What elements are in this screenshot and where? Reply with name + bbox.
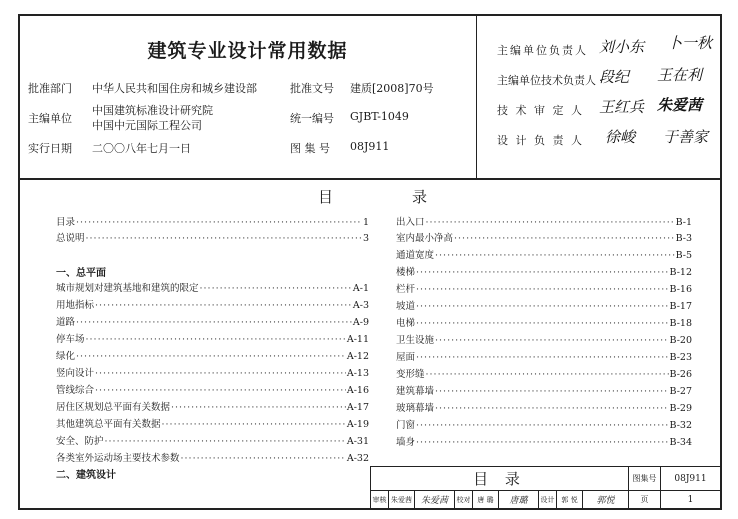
header-divider: [20, 178, 720, 180]
toc-entry-page: A-12: [346, 351, 369, 362]
toc-entry-label: 管线综合: [56, 385, 95, 396]
approval-dept-value: 中华人民共和国住房和城乡建设部: [92, 82, 257, 95]
leader-dots: [76, 351, 346, 362]
toc-entry-page: B-26: [669, 369, 692, 380]
toc-entry-page: A-9: [352, 317, 369, 328]
toc-entry[interactable]: [396, 298, 692, 312]
page-label: 页: [629, 491, 661, 509]
leader-dots: [416, 301, 669, 312]
leader-dots: [416, 352, 669, 363]
signature-4b: 于善家: [663, 128, 709, 146]
signature-2b: 王在利: [657, 66, 703, 84]
toc-entry[interactable]: [56, 214, 369, 228]
toc-entry-label: 其他建筑总平面有关数据: [56, 419, 161, 430]
toc-entry-page: B-3: [675, 233, 692, 244]
leader-dots: [171, 402, 346, 413]
leader-dots: [162, 419, 346, 430]
toc-entry-label: 停车场: [56, 334, 85, 345]
toc-entry-label: 目录: [56, 217, 76, 228]
toc-entry[interactable]: [56, 314, 369, 328]
toc-entry-page: A-19: [346, 419, 369, 430]
title-block: [370, 466, 721, 509]
toc-entry-label: 安全、防护: [56, 436, 104, 447]
toc-entry-page: A-1: [352, 283, 369, 294]
design-signature: 郭悦: [583, 491, 629, 509]
effective-date-value: 二〇〇八年七月一日: [92, 142, 191, 155]
toc-entry-label: 卫生设施: [396, 335, 435, 346]
toc-entry-label: 变形缝: [396, 369, 425, 380]
sign-role-3: 技 术 审 定 人: [497, 104, 584, 117]
review-label: 审核: [371, 491, 389, 509]
approval-no-label: 批准文号: [290, 82, 334, 95]
toc-entry-page: A-31: [346, 436, 369, 447]
toc-entry[interactable]: [396, 332, 692, 346]
check-name: 唐 璐: [473, 491, 499, 509]
toc-entry-page: B-29: [669, 403, 692, 414]
signature-2a: 段纪: [599, 68, 630, 86]
toc-entry[interactable]: [56, 280, 369, 294]
toc-entry[interactable]: [396, 264, 692, 278]
header-info: [20, 16, 475, 178]
leader-dots: [416, 318, 669, 329]
check-signature: 唐璐: [499, 491, 539, 509]
toc-entry-label: 各类室外运动场主要技术参数: [56, 453, 180, 464]
leader-dots: [435, 250, 675, 261]
sign-role-4: 设 计 负 责 人: [497, 134, 584, 147]
atlas-label: 图集号: [629, 467, 661, 491]
toc-entry-page: A-11: [346, 334, 369, 345]
toc-entry-page: B-18: [669, 318, 692, 329]
leader-dots: [416, 437, 669, 448]
leader-dots: [426, 369, 669, 380]
unified-no-label: 统一编号: [290, 112, 334, 125]
unified-no-value: GJBT-1049: [350, 110, 409, 123]
toc-entry-page: A-16: [346, 385, 369, 396]
toc-entry-page: 1: [362, 217, 369, 228]
leader-dots: [76, 217, 362, 228]
toc-entry[interactable]: [396, 214, 692, 228]
toc-entry-page: B-32: [669, 420, 692, 431]
toc-entry-page: B-17: [669, 301, 692, 312]
toc-entry-label: 用地指标: [56, 300, 95, 311]
toc-entry[interactable]: [56, 230, 369, 244]
toc-entry[interactable]: [56, 331, 369, 345]
toc-entry-label: 玻璃幕墙: [396, 403, 435, 414]
approval-dept-label: 批准部门: [28, 82, 72, 95]
toc-entry[interactable]: [56, 433, 369, 447]
leader-dots: [200, 283, 352, 294]
leader-dots: [76, 317, 352, 328]
toc-entry-page: A-32: [346, 453, 369, 464]
toc-entry-page: A-13: [346, 368, 369, 379]
leader-dots: [416, 267, 669, 278]
toc-entry[interactable]: [56, 365, 369, 379]
toc-entry-label: 栏杆: [396, 284, 416, 295]
toc-entry[interactable]: [396, 434, 692, 448]
toc-entry-label: 门窗: [396, 420, 416, 431]
section-heading: 二、建筑设计: [56, 470, 116, 481]
atlas-no-value: 08J911: [350, 140, 390, 153]
toc-entry[interactable]: [56, 297, 369, 311]
leader-dots: [105, 436, 346, 447]
editor-unit-value-1: 中国建筑标准设计研究院: [92, 104, 213, 117]
sign-role-2: 主编单位技术负责人: [497, 74, 596, 87]
toc-entry[interactable]: [396, 315, 692, 329]
leader-dots: [416, 420, 669, 431]
toc-entry[interactable]: [396, 400, 692, 414]
toc-entry[interactable]: [396, 383, 692, 397]
toc-entry[interactable]: [56, 348, 369, 362]
toc-entry-label: 建筑幕墙: [396, 386, 435, 397]
toc-entry-page: B-23: [669, 352, 692, 363]
toc-entry-label: 墙身: [396, 437, 416, 448]
leader-dots: [426, 217, 675, 228]
editor-unit-value-2: 中国中元国际工程公司: [92, 119, 202, 132]
toc-entry-page: B-27: [669, 386, 692, 397]
toc-title-right: 录: [412, 188, 428, 206]
leader-dots: [435, 335, 669, 346]
toc-entry-label: 楼梯: [396, 267, 416, 278]
toc-entry[interactable]: [396, 366, 692, 380]
toc-entry-label: 出入口: [396, 217, 425, 228]
toc-entry-label: 道路: [56, 317, 76, 328]
toc-entry-label: 室内最小净高: [396, 233, 454, 244]
effective-date-label: 实行日期: [28, 142, 72, 155]
toc-entry-label: 总说明: [56, 233, 85, 244]
review-name: 朱爱茜: [389, 491, 415, 509]
leader-dots: [435, 386, 669, 397]
toc-entry-label: 竖向设计: [56, 368, 95, 379]
toc-entry-page: B-1: [675, 217, 692, 228]
toc-entry-label: 坡道: [396, 301, 416, 312]
signature-1a: 刘小东: [599, 38, 645, 56]
toc-entry-label: 居住区规划总平面有关数据: [56, 402, 171, 413]
toc-entry[interactable]: [396, 281, 692, 295]
leader-dots: [95, 300, 352, 311]
toc-entry-page: B-16: [669, 284, 692, 295]
toc-entry[interactable]: [396, 417, 692, 431]
design-label: 设计: [539, 491, 557, 509]
toc-entry-label: 通道宽度: [396, 250, 435, 261]
document-title: 建筑专业设计常用数据: [147, 40, 348, 62]
toc-entry-page: B-5: [675, 250, 692, 261]
atlas-number: 08J911: [661, 467, 721, 491]
leader-dots: [95, 385, 346, 396]
check-label: 校对: [455, 491, 473, 509]
toc-entry-page: B-12: [669, 267, 692, 278]
title-block-title: 目 录: [371, 467, 629, 491]
atlas-no-label: 图 集 号: [290, 142, 330, 155]
toc-entry[interactable]: [56, 416, 369, 430]
leader-dots: [435, 403, 669, 414]
leader-dots: [95, 368, 346, 379]
editor-unit-label: 主编单位: [28, 112, 72, 125]
approval-no-value: 建质[2008]70号: [350, 82, 434, 95]
signature-4a: 徐峻: [605, 128, 636, 146]
leader-dots: [181, 453, 346, 464]
sign-role-1: 主编单位负责人: [497, 44, 588, 57]
toc-entry-label: 绿化: [56, 351, 76, 362]
design-name: 郭 悦: [557, 491, 583, 509]
leader-dots: [86, 233, 362, 244]
leader-dots: [454, 233, 675, 244]
toc-entry[interactable]: [56, 382, 369, 396]
leader-dots: [86, 334, 346, 345]
toc-entry-page: A-17: [346, 402, 369, 413]
toc-entry[interactable]: [56, 399, 369, 413]
signature-block: [476, 16, 721, 178]
toc-entry-page: B-20: [669, 335, 692, 346]
page-number: 1: [661, 491, 721, 509]
toc-entry[interactable]: [396, 349, 692, 363]
toc-entry-label: 城市规划对建筑基地和建筑的限定: [56, 283, 199, 294]
signature-3a: 王红兵: [599, 98, 645, 116]
toc-entry-label: 电梯: [396, 318, 416, 329]
toc-entry-page: A-3: [352, 300, 369, 311]
signature-3b: 朱爱茜: [657, 96, 703, 114]
review-signature: 朱爱茜: [415, 491, 455, 509]
toc-entry[interactable]: [396, 247, 692, 261]
leader-dots: [416, 284, 669, 295]
toc-title-left: 目: [318, 188, 334, 206]
signature-1b: 卜一秋: [667, 34, 713, 52]
toc-entry[interactable]: [56, 450, 369, 464]
toc-entry-label: 屋面: [396, 352, 416, 363]
section-heading: 一、总平面: [56, 268, 106, 279]
toc-entry-page: B-34: [669, 437, 692, 448]
toc-entry[interactable]: [396, 230, 692, 244]
toc-entry-page: 3: [362, 233, 369, 244]
